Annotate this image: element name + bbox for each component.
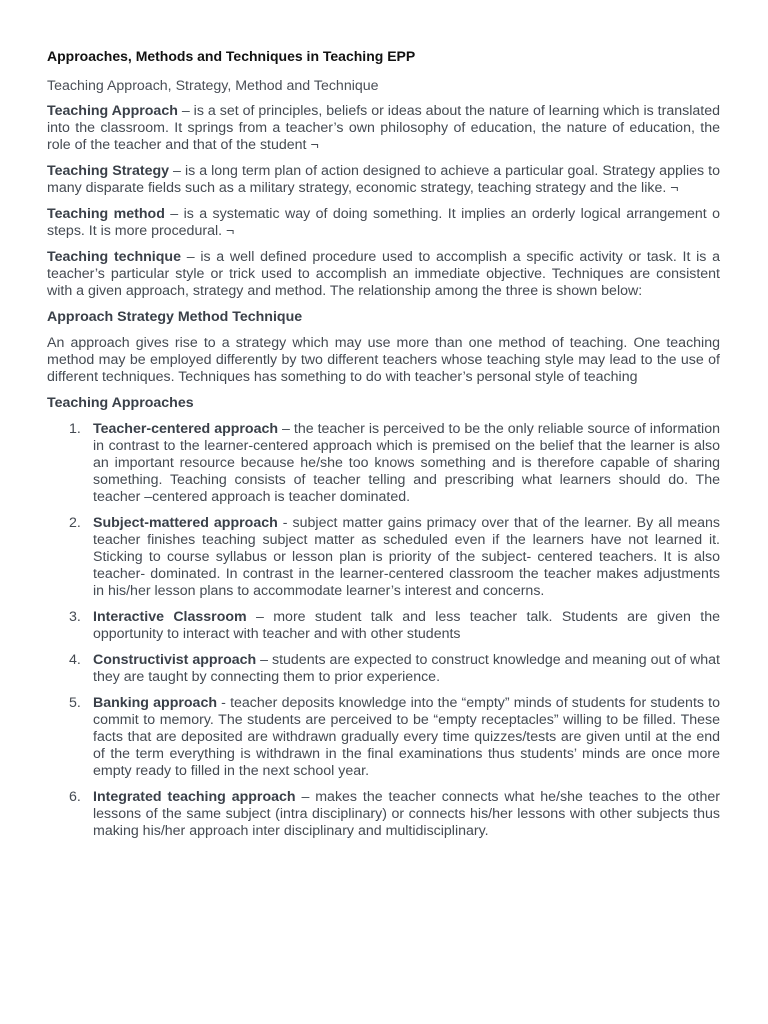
definition-term: Teaching method xyxy=(47,206,165,222)
list-item xyxy=(47,789,720,840)
list-item-number: 6. xyxy=(69,789,81,805)
definition-teaching-approach xyxy=(47,103,720,154)
list-item-number: 3. xyxy=(69,609,81,625)
list-item-term: Integrated teaching approach xyxy=(93,789,296,805)
document-subtitle: Teaching Approach, Strategy, Method and Technique xyxy=(47,78,379,94)
list-item-term: Banking approach xyxy=(93,695,217,711)
list-item xyxy=(47,652,720,686)
list-item xyxy=(47,609,720,643)
list-item-text: – students are expected to construct knowledge and meaning out of what they are taught by connecting them to prior experience. xyxy=(93,652,721,685)
definition-text: – is a long term plan of action designed to achieve a particular goal. Strategy applies to many disparate fields such as a military strategy, economic strategy, teaching strategy and the like. ¬ xyxy=(47,163,720,196)
definition-term: Teaching Approach xyxy=(47,103,178,119)
definition-teaching-technique xyxy=(47,249,720,300)
definition-teaching-method xyxy=(47,206,720,240)
approaches-list xyxy=(47,421,720,840)
list-item-text: – the teacher is perceived to be the only reliable source of information in contrast to the learner-centered approach which is premised on the belief that the learner is also an important resource because he/she too knows something and is therefore capable of sharing something. Teaching consists of teacher telling and prescribing what learners should do. The teacher –centered approach is teacher dominated. xyxy=(93,421,720,505)
list-item-term: Constructivist approach xyxy=(93,652,257,668)
list-item-number: 5. xyxy=(69,695,81,711)
list-item-number: 4. xyxy=(69,652,81,668)
list-item-term: Teacher-centered approach xyxy=(93,421,279,437)
list-item-text: – more student talk and less teacher talk. Students are given the opportunity to interact with teacher and with other students xyxy=(93,609,720,642)
definition-text: – is a set of principles, beliefs or ideas about the nature of learning which is translated into the classroom. It springs from a teacher’s own philosophy of education, the nature of education, the role of the teacher and that of the student ¬ xyxy=(47,103,720,153)
document-title: Approaches, Methods and Techniques in Teaching EPP xyxy=(47,48,416,64)
definition-teaching-strategy xyxy=(47,163,720,197)
definition-term: Teaching technique xyxy=(47,249,181,265)
list-item-term: Interactive Classroom xyxy=(93,609,247,625)
relationship-heading: Approach Strategy Method Technique xyxy=(47,309,303,325)
definition-term: Teaching Strategy xyxy=(47,163,170,179)
list-item xyxy=(47,421,720,506)
list-item-text: – makes the teacher connects what he/she teaches to the other lessons of the same subject (intra disciplinary) or connects his/her lessons with other subjects thus making his/her approach inter disciplinary and multidisciplinary. xyxy=(93,789,720,839)
list-item xyxy=(47,515,720,600)
relationship-text: An approach gives rise to a strategy which may use more than one method of teaching. One teaching method may be employed differently by two different teachers whose teaching style may lead to the use of different techniques. Techniques has something to do with teacher’s personal style of teaching xyxy=(47,335,720,385)
definition-text: – is a well defined procedure used to accomplish a specific activity or task. It is a teacher’s particular style or trick used to accomplish an immediate objective. Techniques are consistent with a given approach, strategy and method. The relationship among the three is shown below: xyxy=(47,249,721,299)
list-item-number: 2. xyxy=(69,515,81,531)
list-item-term: Subject-mattered approach xyxy=(93,515,278,531)
list-item xyxy=(47,695,720,780)
document-content xyxy=(47,48,720,849)
list-item-text: - teacher deposits knowledge into the “empty” minds of students for students to commit to memory. The students are perceived to be “empty receptacles” willing to be filled. These facts that are deposited are withdrawn gradually every time quizzes/tests are given until at the end of the term everything is withdrawn in the final examinations thus students’ minds are once more empty ready to filled in the next school year. xyxy=(93,695,720,779)
definition-text: – is a systematic way of doing something. It implies an orderly logical arrangement o steps. It is more procedural. ¬ xyxy=(47,206,720,239)
approaches-heading: Teaching Approaches xyxy=(47,395,194,411)
list-item-text: - subject matter gains primacy over that of the learner. By all means teacher finishes teaching subject matter as scheduled even if the learners have not learned it. Sticking to course syllabus or lesson plan is priority of the subject- centered teachers. It is also teacher- dominated. In contrast in the learner-centered classroom the teacher makes adjustments in his/her lesson plans to accommodate learner’s interest and concerns. xyxy=(93,515,720,599)
list-item-number: 1. xyxy=(69,421,81,437)
